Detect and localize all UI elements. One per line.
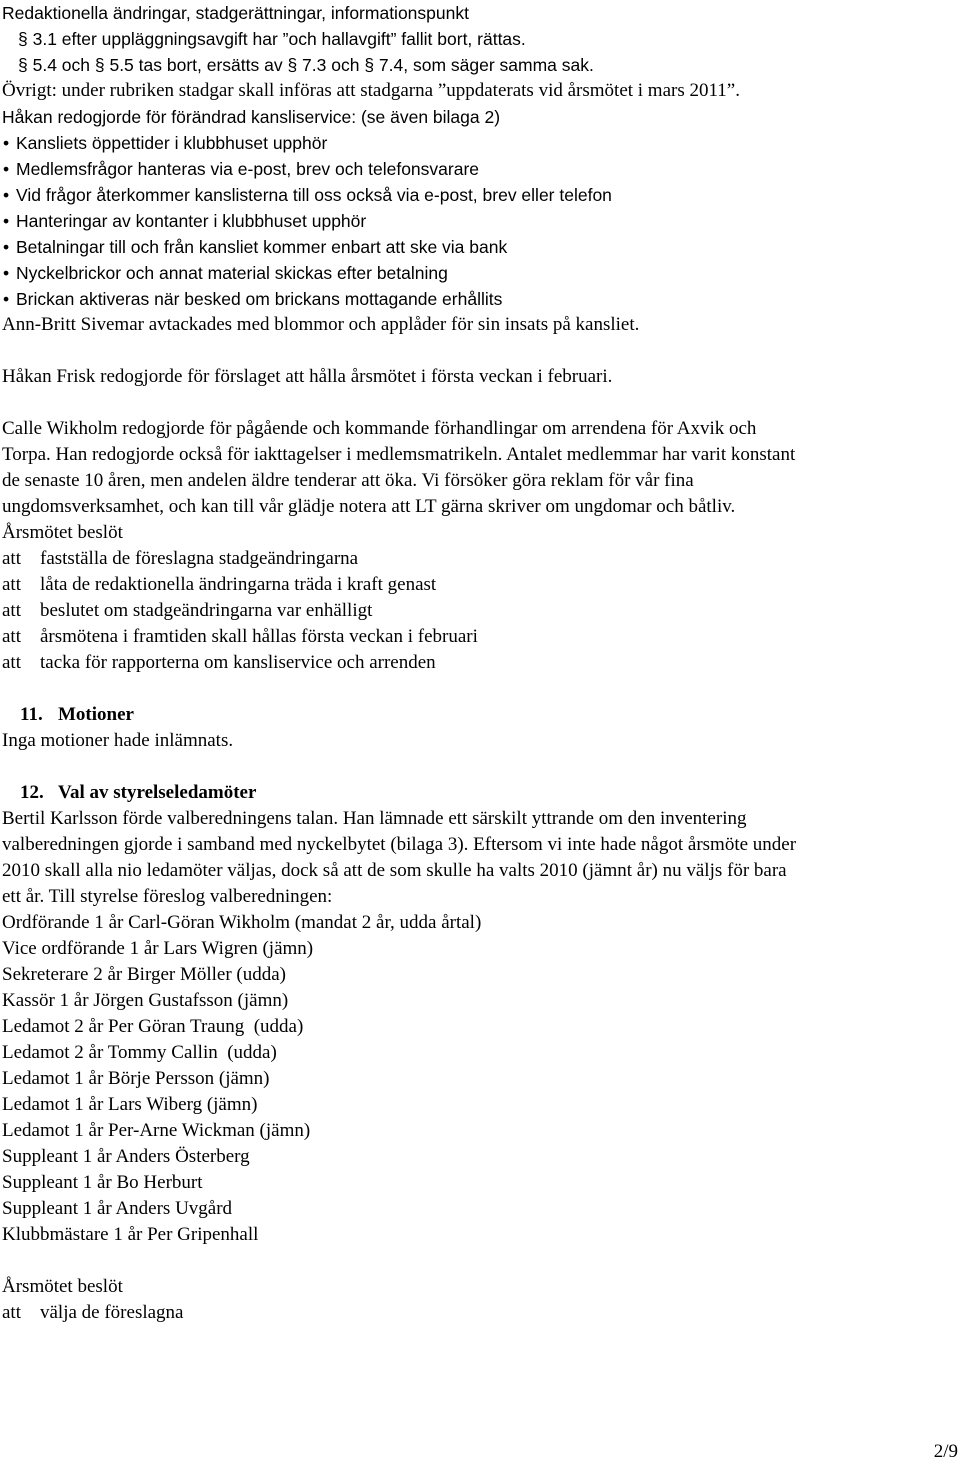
bullet-icon: • xyxy=(3,237,10,257)
decision-item: att fastställa de föreslagna stadgeändringarna xyxy=(2,548,359,569)
text-line: valberedningen gjorde i samband med nyckelbytet (bilaga 3). Eftersom vi inte hade något årsmöte under xyxy=(2,834,797,855)
text-line: ungdomsverksamhet, och kan till vår glädje notera att LT gärna skriver om ungdomar och båtliv. xyxy=(2,496,736,517)
nominee-item: Ledamot 1 år Lars Wiberg (jämn) xyxy=(2,1094,258,1115)
kansli-thanks: Ann-Britt Sivemar avtackades med blommor och applåder för sin insats på kansliet. xyxy=(2,314,640,335)
nominee-list xyxy=(2,910,958,1248)
text-line: ett år. Till styrelse föreslog valberedningen: xyxy=(2,886,333,907)
decision-item: att årsmötena i framtiden skall hållas första veckan i februari xyxy=(2,626,478,647)
decision-heading: Årsmötet beslöt xyxy=(2,522,123,543)
list-item: • Brickan aktiveras när besked om brickans mottagande erhållits xyxy=(2,286,958,312)
hakan-frisk-paragraph: Håkan Frisk redogjorde för förslaget att hålla årsmötet i första veckan i februari. xyxy=(2,366,613,387)
decision-list xyxy=(2,546,958,676)
nominee-item: Ledamot 2 år Per Göran Traung (udda) xyxy=(2,1016,304,1037)
decision-item: att låta de redaktionella ändringarna träda i kraft genast xyxy=(2,574,437,595)
text-line: § 3.1 efter uppläggningsavgift har ”och hallavgift” fallit bort, rättas. xyxy=(18,29,526,49)
text-line: de senaste 10 åren, men andelen äldre tenderar att öka. Vi försöker göra reklam för vår fina xyxy=(2,470,694,491)
nominee-item: Sekreterare 2 år Birger Möller (udda) xyxy=(2,964,286,985)
bullet-icon: • xyxy=(3,185,10,205)
nominee-item: Suppleant 1 år Anders Österberg xyxy=(2,1146,250,1167)
text-line: Calle Wikholm redogjorde för pågående och kommande förhandlingar om arrendena för Axvik och xyxy=(2,418,757,439)
decision-item: att välja de föreslagna xyxy=(2,1302,184,1323)
kansli-bullet-list xyxy=(2,130,958,312)
nominee-item: Ledamot 2 år Tommy Callin (udda) xyxy=(2,1042,277,1063)
bullet-icon: • xyxy=(3,159,10,179)
nominee-item: Kassör 1 år Jörgen Gustafsson (jämn) xyxy=(2,990,289,1011)
document-page xyxy=(2,0,958,1326)
nominee-item: Ordförande 1 år Carl-Göran Wikholm (mandat 2 år, udda årtal) xyxy=(2,912,482,933)
list-item: • Nyckelbrickor och annat material skickas efter betalning xyxy=(2,260,958,286)
section-11-heading: 11. Motioner xyxy=(20,704,134,725)
nominee-item: Vice ordförande 1 år Lars Wigren (jämn) xyxy=(2,938,314,959)
list-item: • Medlemsfrågor hanteras via e-post, brev och telefonsvarare xyxy=(2,156,958,182)
list-item: • Vid frågor återkommer kanslisterna till oss också via e-post, brev eller telefon xyxy=(2,182,958,208)
list-item: • Kansliets öppettider i klubbhuset upphör xyxy=(2,130,958,156)
text-line: 2010 skall alla nio ledamöter väljas, dock så att de som skulle ha valts 2010 (jämnt år) nu väljs för bara xyxy=(2,860,787,881)
text-line: Torpa. Han redogjorde också för iakttagelser i medlemsmatrikeln. Antalet medlemmar har varit konstant xyxy=(2,444,796,465)
nominee-item: Suppleant 1 år Bo Herburt xyxy=(2,1172,203,1193)
nominee-item: Ledamot 1 år Börje Persson (jämn) xyxy=(2,1068,270,1089)
bullet-icon: • xyxy=(3,211,10,231)
calle-paragraph xyxy=(2,416,958,520)
bullet-icon: • xyxy=(3,133,10,153)
nominee-item: Klubbmästare 1 år Per Gripenhall xyxy=(2,1224,259,1245)
decision-heading: Årsmötet beslöt xyxy=(2,1276,123,1297)
text-line: § 5.4 och § 5.5 tas bort, ersätts av § 7.3 och § 7.4, som säger samma sak. xyxy=(18,55,594,75)
text-line: Redaktionella ändringar, stadgerättningar, informationspunkt xyxy=(2,3,469,23)
nominee-item: Suppleant 1 år Anders Uvgård xyxy=(2,1198,233,1219)
section-12-paragraph xyxy=(2,806,958,910)
kansli-intro: Håkan redogjorde för förändrad kansliservice: (se även bilaga 2) xyxy=(2,107,501,127)
page-number: 2/9 xyxy=(933,1441,958,1462)
bullet-icon: • xyxy=(3,289,10,309)
list-item: • Hanteringar av kontanter i klubbhuset upphör xyxy=(2,208,958,234)
section-12-heading: 12. Val av styrelseledamöter xyxy=(20,782,257,803)
decision-item: att tacka för rapporterna om kansliservice och arrenden xyxy=(2,652,436,673)
text-line: Bertil Karlsson förde valberedningens talan. Han lämnade ett särskilt yttrande om den inventering xyxy=(2,808,747,829)
text-line: Övrigt: under rubriken stadgar skall införas att stadgarna ”uppdaterats vid årsmötet i mars 2011”. xyxy=(2,80,740,101)
section-11-text: Inga motioner hade inlämnats. xyxy=(2,730,234,751)
bullet-icon: • xyxy=(3,263,10,283)
decision-item: att beslutet om stadgeändringarna var enhälligt xyxy=(2,600,373,621)
nominee-item: Ledamot 1 år Per-Arne Wickman (jämn) xyxy=(2,1120,311,1141)
list-item: • Betalningar till och från kansliet kommer enbart att ske via bank xyxy=(2,234,958,260)
